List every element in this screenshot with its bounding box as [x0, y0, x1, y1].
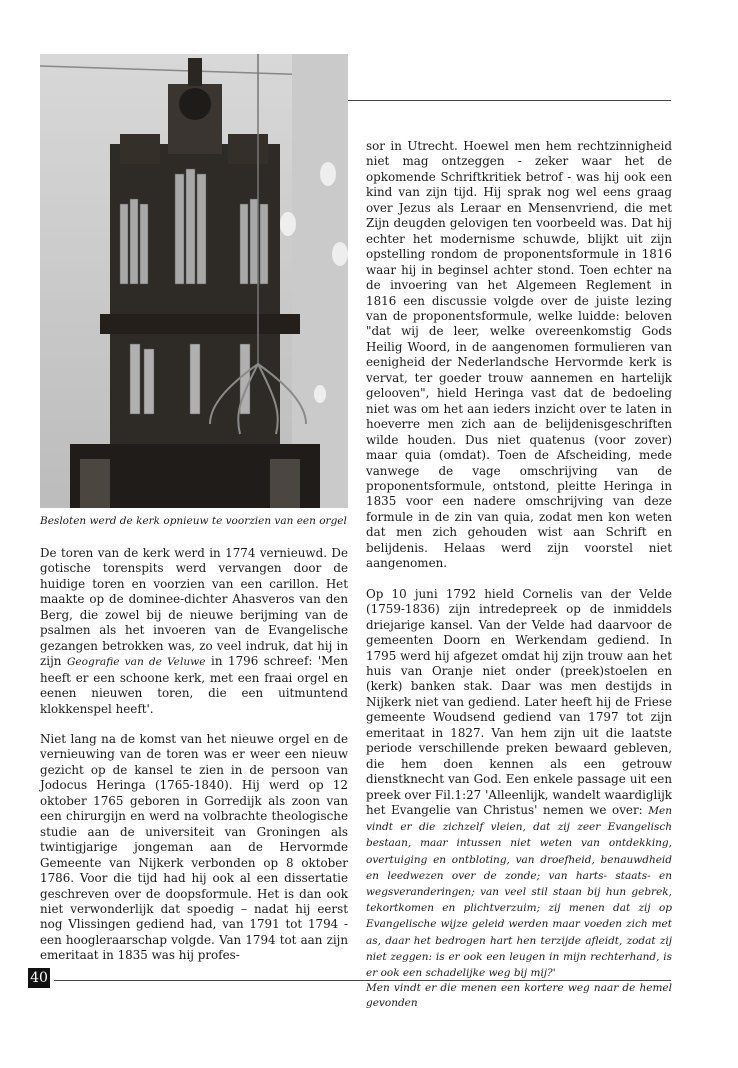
right-paragraph-2	[366, 587, 672, 982]
sermon-quote-2: Men vindt er die menen een kortere weg naar de hemel gevonden	[366, 982, 672, 1010]
figure-caption: Besloten werd de kerk opnieuw te voorzien van een orgel	[40, 515, 347, 527]
top-rule	[348, 100, 671, 101]
left-p1-end: in 1796 schreef: 'Men heeft er een schoone kerk, met een fraai orgel en eenen nieuwen toren, die een uitmuntend klokkenspel heeft'.	[40, 654, 349, 716]
left-paragraph-2: Niet lang na de komst van het nieuwe orgel en de vernieuwing van de toren was er weer een nieuw gezicht op de kansel te zien in de persoon van Jodocus Heringa (1765-1840). Hij werd op 12 oktober 1765 geboren in Gorredijk als zoon van een chirurgijn en werd na volbrachte theologische studie aan de universiteit van Groningen als twintigjarige jongeman aan de Hervormde Gemeente van Nijkerk verbonden op 8 oktober 1786. Voor die tijd had hij ook al een dissertatie geschreven over de doopsformule. Het is dan ook niet verwonderlijk dat spoedig – nadat hij eerst nog Vlissingen gediend had, van 1791 tot 1794 - een hoogleraarschap volgde. Van 1794 tot aan zijn emeritaat in 1835 was hij profes-	[40, 731, 348, 963]
right-column	[366, 139, 672, 1012]
bottom-rule	[54, 980, 671, 981]
sermon-quote: Men vindt er die zichzelf vleien, dat zij zeer Evangelisch bestaan, maar intussen niet weten van ontdekking, overtuiging en ontbloting, van droefheid, benauwdheid en leedwezen over de zonde; van harts- staats- en wegsveranderingen; van veel stil staan bij hun gebrek, tekortkomen en plichtverzuim; zij menen dat zij op Evangelische wijze geleid werden maar voeden zich met as, daar het bedrogen hart hen terzijde afleidt, zodat zij niet zeggen: is er ook een leugen in mijn rechterhand, is er ook een schadelijke weg bij mij?'	[366, 805, 672, 980]
right-paragraph-1: sor in Utrecht. Hoewel men hem rechtzinnigheid niet mag ontzeggen - zeker waar het de opkomende Schriftkritiek betrof - was hij ook een kind van zijn tijd. Hij sprak nog wel eens graag over Jezus als Leraar en Mensenvriend, die met Zijn deugden gelovigen ten voorbeeld was. Dat hij echter het modernisme schuwde, blijkt uit zijn opstelling rondom de proponentsformule in 1816 waar hij in beginsel achter stond. Toen echter na de invoering van het Algemeen Reglement in 1816 een discussie volgde over de juiste lezing van de proponentsformule, welke luidde: beloven "dat wij de leer, welke overeenkomstig Gods Heilig Woord, in de aangenomen formulieren van eenigheid der Nederlandsche Hervormde kerk is vervat, ter goeder trouw aannemen en hartelijk gelooven", hield Heringa vast dat de bedoeling niet was om het aan ieders inzicht over te laten in hoeverre men zich aan de belijdenisgeschriften wilde houden. Dus niet quatenus (voor zover) maar quia (omdat). Toen de Afscheiding, mede vanwege de vage omschrijving van de proponentsformule, ontstond, pleitte Heringa in 1835 voor een nadere omschrijving van deze formule in de zin van quia, zodat men kon weten dat men zich gehouden wist aan Schrift en belijdenis. Helaas werd zijn voorstel niet aangenomen.	[366, 139, 672, 571]
page-number: 40	[28, 968, 50, 988]
organ-photo	[40, 54, 348, 508]
left-column	[40, 546, 348, 964]
organ-illustration	[40, 54, 348, 508]
right-p2-text: Op 10 juni 1792 hield Cornelis van der Velde (1759-1836) zijn intredepreek op de inmiddels driejarige kansel. Van der Velde had daarvoor de gemeenten Doorn en Werkendam gediend. In 1795 werd hij afgezet omdat hij zijn trouw aan het huis van Oranje niet onder (preek)stoelen en (kerk) banken stak. Daar was men destijds in Nijkerk niet van gediend. Later heeft hij de Friese gemeente Woudsend gediend van 1797 tot zijn emeritaat in 1827. Van hem zijn uit die laatste periode verschillende preken bewaard gebleven, die hem doen kennen als een getrouw dienstknecht van God. Een enkele passage uit een preek over Fil.1:27 'Alleenlijk, wandelt waardiglijk het Evangelie van Christus' nemen we over:	[366, 586, 672, 818]
left-p1-text: De toren van de kerk werd in 1774 vernieuwd. De gotische torenspits werd vervangen door de huidige toren en voorzien van een carillon. Het maakte op de dominee-dichter Ahasveros van den Berg, die zowel bij de nieuwe berijming van de psalmen als het invoeren van de Evangelische gezangen betrokken was, zo veel indruk, dat hij in zijn	[40, 546, 348, 669]
left-paragraph-1	[40, 546, 348, 717]
book-title: Geografie van de Veluwe	[66, 656, 206, 669]
